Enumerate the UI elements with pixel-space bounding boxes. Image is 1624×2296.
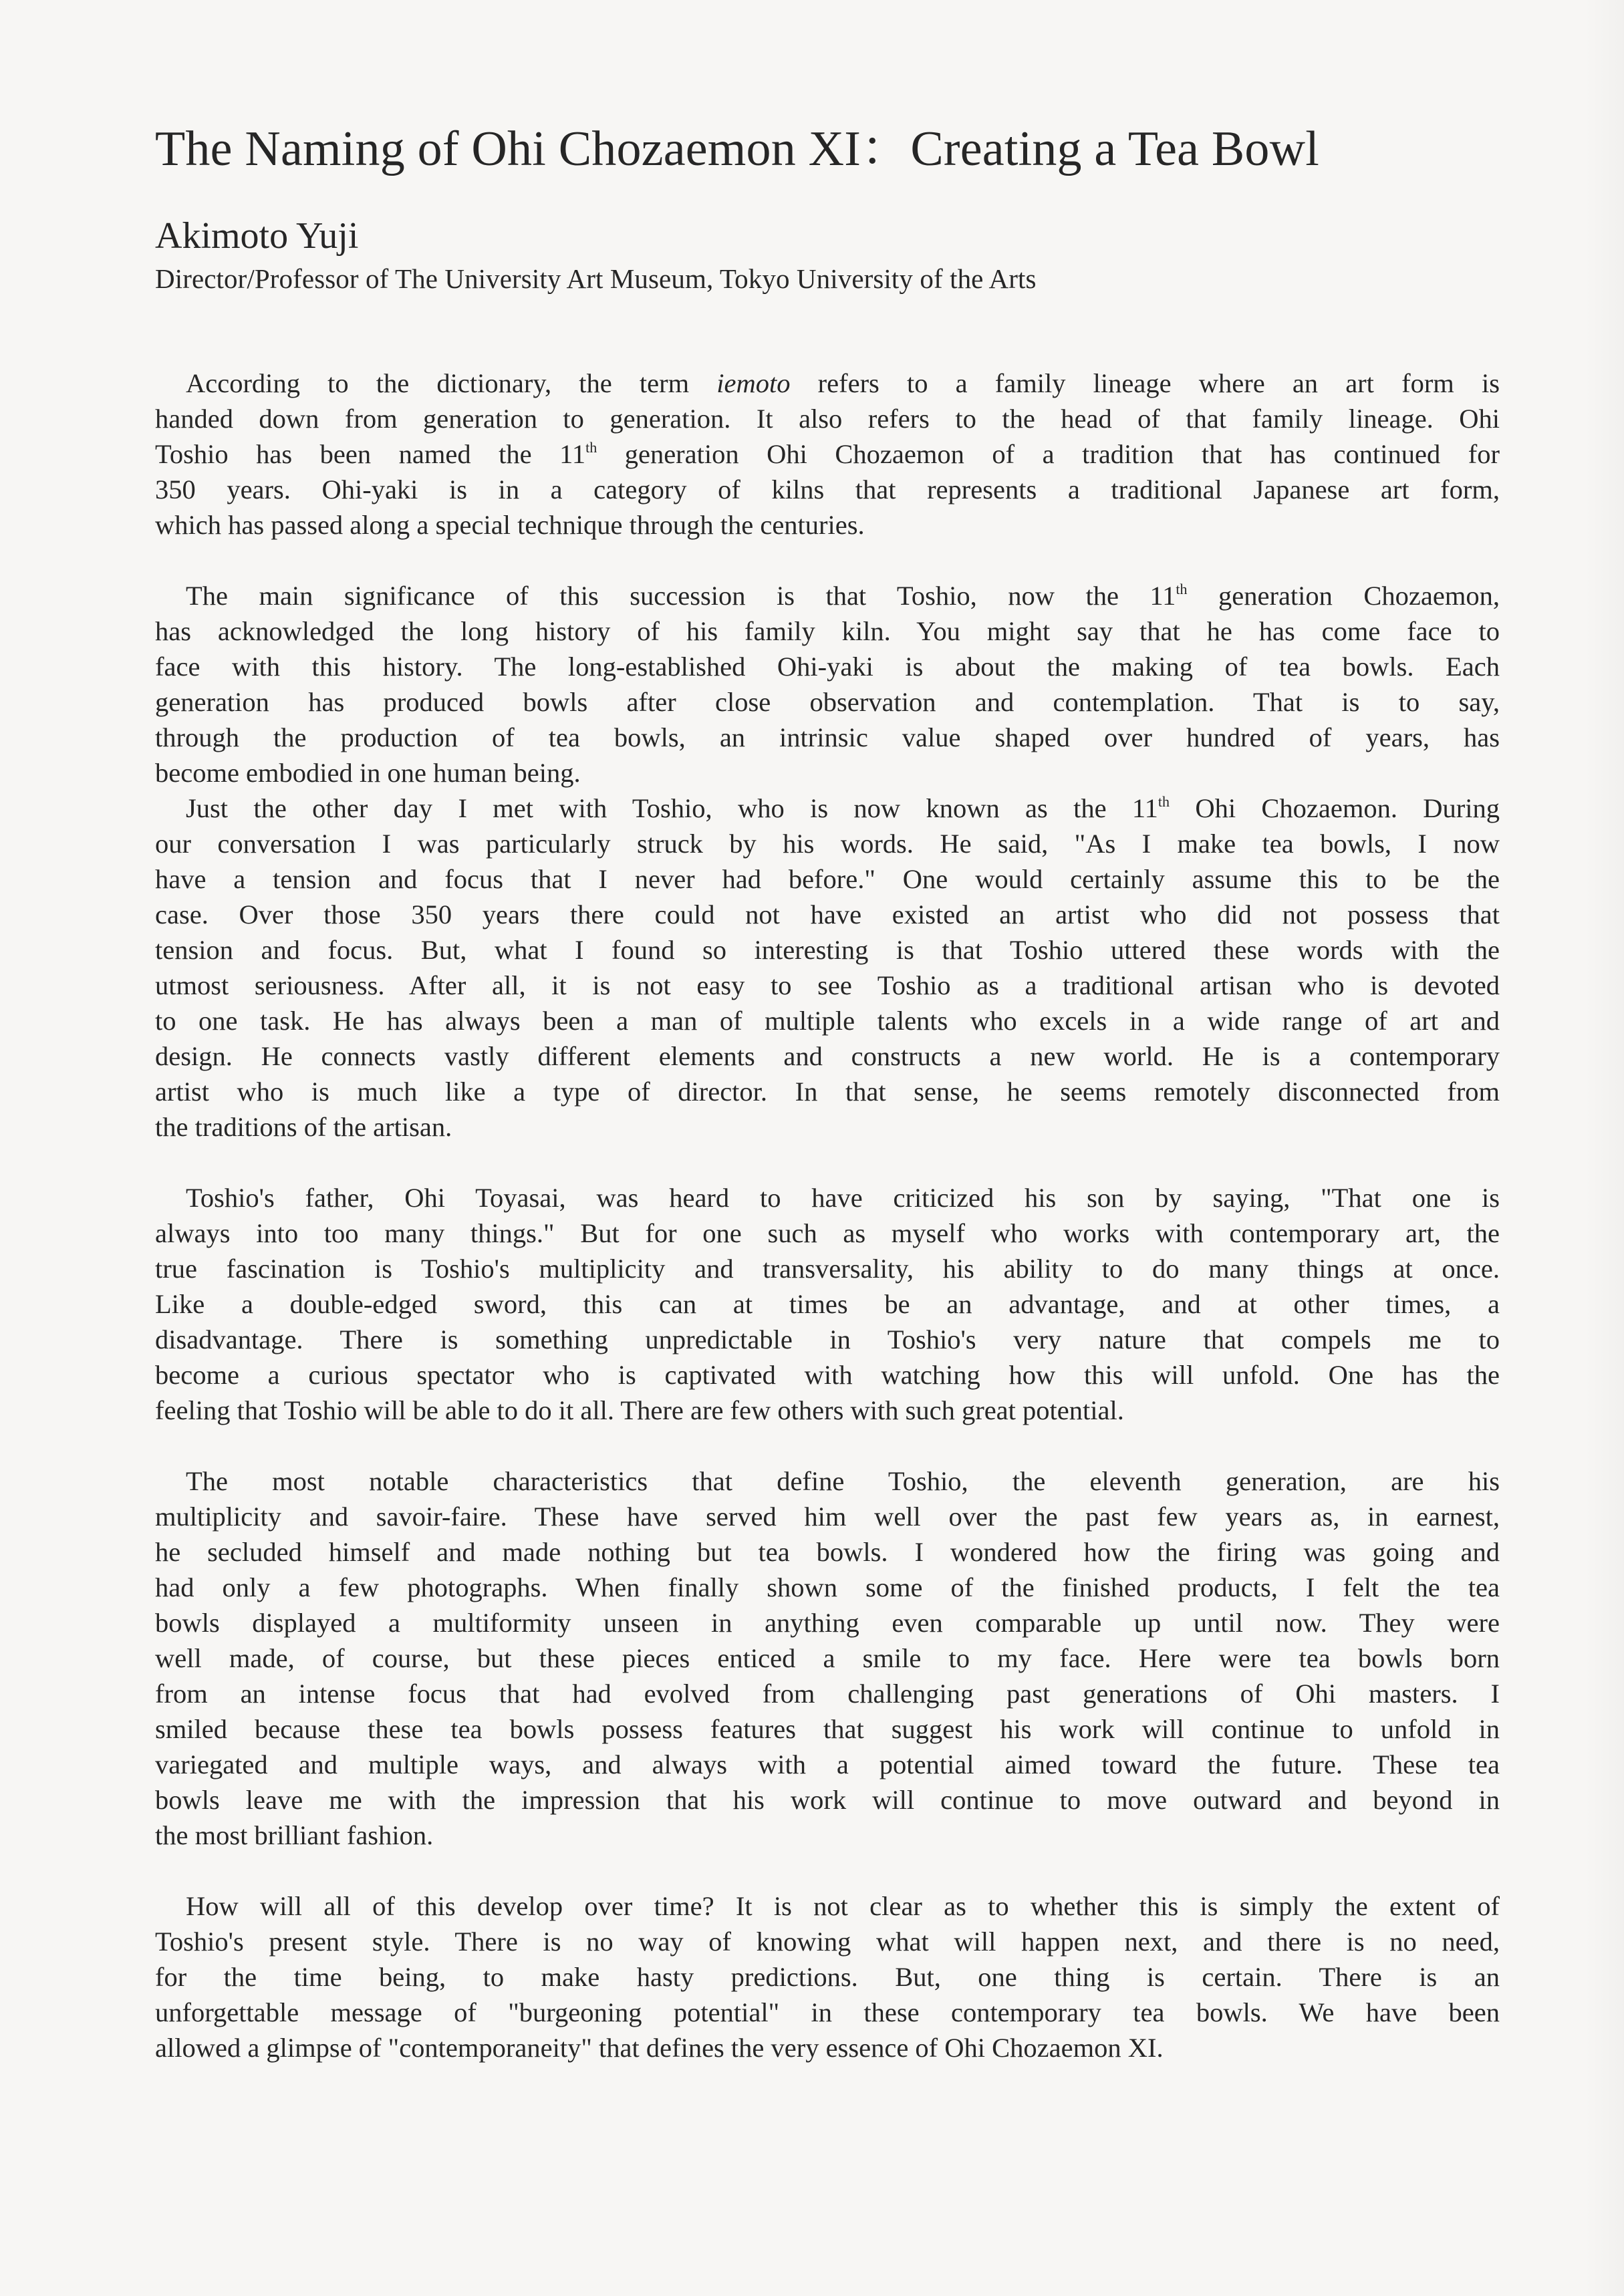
article-body	[155, 366, 1500, 2101]
text-line	[155, 1286, 1500, 1322]
text-segment: artist who is much like a type of director. In that sense, he seems remotely disconnected from	[155, 1077, 1500, 1107]
text-segment: have a tension and focus that I never had before." One would certainly assume this to be the	[155, 864, 1500, 894]
italic-term: iemoto	[716, 368, 791, 398]
text-segment: true fascination is Toshio's multiplicity and transversality, his ability to do many things at once.	[155, 1254, 1500, 1284]
ordinal-superscript: th	[1158, 793, 1170, 810]
text-segment: bowls leave me with the impression that his work will continue to move outward and beyond in	[155, 1785, 1500, 1815]
ordinal-superscript: th	[1176, 581, 1188, 597]
text-segment: allowed a glimpse of "contemporaneity" that defines the very essence of Ohi Chozaemon XI.	[155, 2033, 1164, 2063]
text-line	[155, 472, 1500, 507]
text-segment: Toshio's present style. There is no way of knowing what will happen next, and there is no need,	[155, 1926, 1500, 1957]
author-affiliation: Director/Professor of The University Art Museum, Tokyo University of the Arts	[155, 263, 1037, 294]
text-line	[155, 1499, 1500, 1534]
text-segment: unforgettable message of "burgeoning potential" in these contemporary tea bowls. We have been	[155, 1997, 1500, 2027]
paragraph	[155, 578, 1500, 791]
text-line	[155, 2030, 1500, 2065]
text-segment: variegated and multiple ways, and always with a potential aimed toward the future. These tea	[155, 1749, 1500, 1779]
text-line	[155, 1924, 1500, 1959]
text-line	[155, 1322, 1500, 1357]
text-segment: refers to a family lineage where an art form is	[790, 368, 1500, 398]
text-line	[155, 1003, 1500, 1038]
text-segment: from an intense focus that had evolved from challenging past generations of Ohi masters. I	[155, 1679, 1500, 1709]
text-line	[155, 1038, 1500, 1074]
paragraph	[155, 1463, 1500, 1853]
text-line	[155, 1818, 1500, 1853]
text-segment: to one task. He has always been a man of multiple talents who excels in a wide range of art and	[155, 1006, 1500, 1036]
text-segment: he secluded himself and made nothing but tea bowls. I wondered how the firing was going and	[155, 1537, 1500, 1567]
text-segment: multiplicity and savoir-faire. These have served him well over the past few years as, in earnest,	[155, 1501, 1500, 1532]
text-line	[155, 1570, 1500, 1605]
text-line	[155, 1074, 1500, 1109]
author-name: Akimoto Yuji	[155, 215, 359, 257]
text-segment: become a curious spectator who is captivated with watching how this will unfold. One has the	[155, 1360, 1500, 1390]
paragraph	[155, 1888, 1500, 2065]
text-segment: tension and focus. But, what I found so interesting is that Toshio uttered these words with the	[155, 935, 1500, 965]
text-line	[155, 401, 1500, 436]
text-segment: had only a few photographs. When finally shown some of the finished products, I felt the tea	[155, 1572, 1500, 1602]
text-segment: According to the dictionary, the term	[186, 368, 717, 398]
text-segment: How will all of this develop over time? It is not clear as to whether this is simply the extent of	[186, 1891, 1500, 1921]
text-line	[155, 1463, 1500, 1499]
text-line	[155, 613, 1500, 649]
text-segment: which has passed along a special technique through the centuries.	[155, 510, 865, 540]
text-line	[155, 1605, 1500, 1640]
text-line	[155, 436, 1500, 472]
text-line	[155, 791, 1500, 826]
text-line	[155, 1782, 1500, 1818]
text-line	[155, 1534, 1500, 1570]
text-line	[155, 366, 1500, 401]
text-segment: design. He connects vastly different elements and constructs a new world. He is a contemporary	[155, 1041, 1500, 1071]
text-segment: handed down from generation to generation. It also refers to the head of that family lineage. Ohi	[155, 404, 1500, 434]
text-segment: always into too many things." But for one such as myself who works with contemporary art, the	[155, 1218, 1500, 1248]
text-line	[155, 649, 1500, 684]
text-segment: generation Chozaemon,	[1187, 581, 1500, 611]
text-segment: The main significance of this succession is that Toshio, now the 11	[186, 581, 1176, 611]
text-segment: Just the other day I met with Toshio, who is now known as the 11	[186, 793, 1158, 823]
text-segment: bowls displayed a multiformity unseen in anything even comparable up until now. They were	[155, 1608, 1500, 1638]
text-line	[155, 897, 1500, 932]
text-segment: feeling that Toshio will be able to do it all. There are few others with such great potential.	[155, 1395, 1124, 1425]
text-segment: the most brilliant fashion.	[155, 1820, 434, 1850]
text-segment: The most notable characteristics that define Toshio, the eleventh generation, are his	[186, 1466, 1500, 1496]
text-line	[155, 826, 1500, 861]
text-segment: the traditions of the artisan.	[155, 1112, 452, 1142]
text-line	[155, 1959, 1500, 1995]
text-segment: Toshio's father, Ohi Toyasai, was heard to have criticized his son by saying, "That one is	[186, 1183, 1500, 1213]
text-segment: generation has produced bowls after close observation and contemplation. That is to say,	[155, 687, 1500, 717]
text-segment: Ohi Chozaemon. During	[1170, 793, 1500, 823]
text-segment: our conversation I was particularly struck by his words. He said, "As I make tea bowls, I now	[155, 829, 1500, 859]
text-segment: has acknowledged the long history of his family kiln. You might say that he has come face to	[155, 616, 1500, 646]
text-line	[155, 1393, 1500, 1428]
text-segment: for the time being, to make hasty predictions. But, one thing is certain. There is an	[155, 1962, 1500, 1992]
paragraph	[155, 791, 1500, 1145]
text-segment: well made, of course, but these pieces enticed a smile to my face. Here were tea bowls born	[155, 1643, 1500, 1673]
text-line	[155, 932, 1500, 968]
text-line	[155, 507, 1500, 543]
text-segment: utmost seriousness. After all, it is not easy to see Toshio as a traditional artisan who is devoted	[155, 970, 1500, 1000]
ordinal-superscript: th	[585, 439, 597, 456]
text-line	[155, 1888, 1500, 1924]
page-edge-shadow	[1584, 0, 1624, 2296]
paragraph	[155, 366, 1500, 543]
text-line	[155, 720, 1500, 755]
text-line	[155, 578, 1500, 613]
text-line	[155, 1995, 1500, 2030]
text-segment: 350 years. Ohi-yaki is in a category of kilns that represents a traditional Japanese art form,	[155, 474, 1500, 505]
article-title: The Naming of Ohi Chozaemon XI：Creating a Tea Bowl	[155, 122, 1320, 176]
text-segment: face with this history. The long-established Ohi-yaki is about the making of tea bowls. Each	[155, 652, 1500, 682]
text-line	[155, 1676, 1500, 1711]
text-segment: Like a double-edged sword, this can at times be an advantage, and at other times, a	[155, 1289, 1500, 1319]
text-segment: case. Over those 350 years there could not have existed an artist who did not possess that	[155, 899, 1500, 929]
text-line	[155, 1180, 1500, 1215]
text-segment: through the production of tea bowls, an intrinsic value shaped over hundred of years, has	[155, 722, 1500, 752]
text-line	[155, 968, 1500, 1003]
text-line	[155, 1109, 1500, 1145]
text-segment: Toshio has been named the 11	[155, 439, 586, 469]
text-segment: smiled because these tea bowls possess features that suggest his work will continue to unfold in	[155, 1714, 1500, 1744]
text-line	[155, 1251, 1500, 1286]
text-line	[155, 684, 1500, 720]
text-line	[155, 1747, 1500, 1782]
text-segment: disadvantage. There is something unpredictable in Toshio's very nature that compels me to	[155, 1324, 1500, 1354]
text-line	[155, 1357, 1500, 1393]
text-line	[155, 1711, 1500, 1747]
text-line	[155, 1640, 1500, 1676]
text-segment: become embodied in one human being.	[155, 758, 581, 788]
text-line	[155, 861, 1500, 897]
text-line	[155, 1215, 1500, 1251]
text-line	[155, 755, 1500, 791]
paragraph	[155, 1180, 1500, 1428]
text-segment: generation Ohi Chozaemon of a tradition that has continued for	[597, 439, 1500, 469]
